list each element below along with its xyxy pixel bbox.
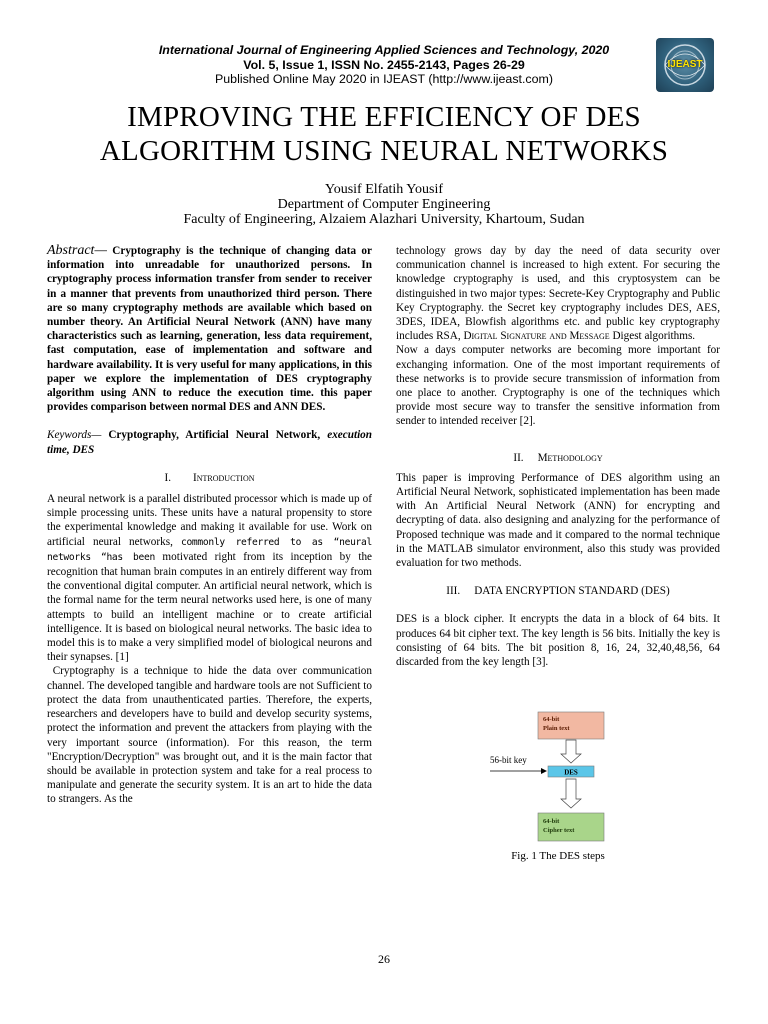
section-3-title: DATA ENCRYPTION STANDARD (DES) bbox=[474, 585, 670, 598]
right-p1-part-a: technology grows day by day the need of data security over communication channel is increased to high extent. For securing the knowledge cryptography is used, and this cryptosystem can be distinguished in two major types: Secrete-Key Cryptography and Public Key Cryptography. the Secret key cryptography includes DES, AES, 3DES, IDEA, Blowfish algorithms etc. and public key cryptography includes RSA, bbox=[396, 245, 720, 343]
right-paragraph-1 bbox=[396, 244, 720, 343]
key-arrowhead-icon bbox=[541, 768, 547, 774]
intro-paragraph-2: Cryptography is a technique to hide the data over communication channel. The developed tangible and hardware tools are not Sufficient to protect the data from unauthenticated parties. Therefore, the experts, researchers and developers have to build and develop security systems, protect the information and prevent the attackers from playing with the very important source (information). For this reason, the term "Encryption/Decryption" was brought out, and it is the main factor that should be available in protection system and take for a real process to manipulate and generate the security system. It is an art to hide the data to strangers. As the bbox=[47, 665, 372, 806]
des-steps-diagram bbox=[486, 710, 636, 848]
title-line-1: IMPROVING THE EFFICIENCY OF DES bbox=[127, 101, 641, 133]
author-affiliation: Faculty of Engineering, Alzaiem Alazhari University, Khartoum, Sudan bbox=[183, 212, 585, 227]
plaintext-box-line1: 64-bit bbox=[543, 716, 560, 723]
des-text: DES is a block cipher. It encrypts the data in a block of 64 bits. It produces 64 bit cipher text. The key length is 56 bits. Initially the key is consisting of 64 bits. The bit position 8, 16, 24, 32,40,48,56, 64 discarded from the key length [3]. bbox=[396, 613, 720, 669]
abstract bbox=[47, 244, 372, 414]
section-1-heading bbox=[47, 471, 372, 485]
section-3-number: III. bbox=[446, 585, 461, 598]
left-column bbox=[47, 244, 372, 807]
intro-p1-part-b: motivated right from its inception by the recognition that human brain computes in an entirely different way from the conventional digital computer. An artificial neural network, which is the formal name for the term neural networks used here, is one of many attempts to build an intelligent machine or to create artificial intelligence. It is based on biological neural networks. The basic idea to model this is to make a very simplified model of biological neurons and their synapses. [1] bbox=[47, 550, 373, 664]
keywords-text: Cryptography, Artificial Neural Network, bbox=[101, 429, 328, 442]
section-3-heading bbox=[396, 584, 720, 598]
ciphertext-box-line2: Cipher text bbox=[543, 827, 575, 834]
key-label: 56-bit key bbox=[490, 755, 527, 765]
intro-p1-mono: commonly referred to as “neural networks “has been bbox=[47, 536, 372, 563]
author-department: Department of Computer Engineering bbox=[277, 197, 491, 212]
logo-text: IJEAST bbox=[667, 59, 703, 70]
section-2-title: Methodology bbox=[537, 451, 603, 464]
author-name: Yousif Elfatih Yousif bbox=[325, 182, 443, 197]
ciphertext-box-line1: 64-bit bbox=[543, 818, 560, 825]
arrow-down-icon bbox=[561, 779, 581, 808]
section-1-title: Introduction bbox=[193, 471, 255, 484]
ijeast-logo bbox=[656, 38, 714, 92]
section-1-number: I. bbox=[164, 471, 172, 484]
arrow-down-icon bbox=[561, 740, 581, 763]
section-2-number: II. bbox=[513, 451, 524, 464]
plaintext-box-line2: Plain text bbox=[543, 725, 570, 732]
right-p1-part-b: Digest algorithms. bbox=[609, 330, 696, 343]
right-p1-smallcaps: Digital Signature and Message bbox=[463, 330, 610, 343]
intro-paragraph-1 bbox=[47, 492, 372, 664]
paper-title bbox=[40, 100, 728, 168]
abstract-text: Cryptography is the technique of changing data or information into unreadable for unauthorized persons. In cryptography process information transfer from sender to receiver in a manner that prevents from unauthorized third person. There are so many cryptography methods are available which based on number theory. An Artificial Neural Network (ANN) have many characteristics such as learning, generation, less data requirement, fast computation, ease of implementation and software and hardware availability. It is very useful for many applications, in this paper we explore the implementation of DES cryptography algorithm using ANN to reduce the execution time. this paper provides comparison between normal DES and ANN DES. bbox=[47, 245, 372, 414]
abstract-label: Abstract— bbox=[47, 243, 107, 258]
right-column bbox=[396, 244, 720, 669]
right-paragraph-2: Now a days computer networks are becoming more important for exchanging information. One of the most important requirements of these networks is to provide secure transmission of information from one place to another. Cryptography is one of the techniques which provide most secure way to transfer the sensitive information from sender to intended receiver [2]. bbox=[396, 344, 720, 428]
figure-caption: Fig. 1 The DES steps bbox=[511, 850, 605, 862]
issue-info: Vol. 5, Issue 1, ISSN No. 2455-2143, Pages 26-29 bbox=[243, 58, 525, 72]
title-line-2: ALGORITHM USING NEURAL NETWORKS bbox=[99, 135, 669, 167]
published-info: Published Online May 2020 in IJEAST (http://www.ijeast.com) bbox=[215, 72, 553, 86]
des-box-label: DES bbox=[564, 768, 578, 777]
keywords-label: Keywords— bbox=[47, 429, 102, 442]
keywords-text-italic: execution time, DES bbox=[47, 429, 372, 456]
methodology-text: This paper is improving Performance of DES algorithm using an Artificial Neural Network, sophisticated implementation has been made with An Artificial Neural Network (ANN) for encrypting and decrypting of data. also designing and analyzing for the performance of Proposed technique was made and it compared to the normal technique in the MATLAB simulator environment, also this study was provided evaluation for two methods. bbox=[396, 471, 720, 570]
section-2-heading bbox=[396, 451, 720, 465]
journal-name: International Journal of Engineering Applied Sciences and Technology, 2020 bbox=[158, 43, 610, 57]
intro-p1-part-a: A neural network is a parallel distributed processor which is made up of simple processing units. These units have a natural propensity to store the experimental knowledge and making it available for use. Work on artificial neural networks, bbox=[47, 493, 372, 548]
page-number: 26 bbox=[378, 952, 390, 966]
keywords bbox=[47, 428, 372, 456]
